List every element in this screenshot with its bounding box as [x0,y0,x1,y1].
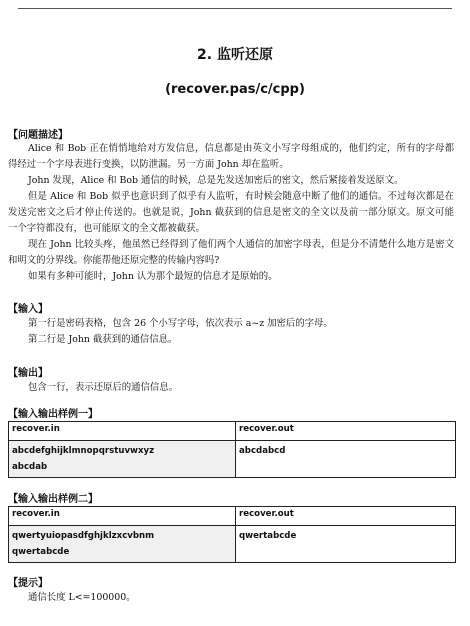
problem-title: 2. 监听还原 [197,47,273,63]
section-input-heading: 【输入】 [8,304,48,315]
sample1-input-line-2: abcdab [12,462,48,472]
sample1-table [8,421,456,478]
section-output-heading: 【输出】 [8,368,48,379]
sample2-input-header: recover.in [9,507,236,526]
section-hint-heading: 【提示】 [8,578,48,589]
header-rule [18,8,452,9]
sample1-input-line-1: abcdefghijklmnopqrstuvwxyz [12,446,155,456]
hint-line: 通信长度 L<=100000。 [28,592,136,603]
sample2-input-line-1: qwertyuiopasdfghjklzxcvbnm [12,531,155,541]
sample2-input-cell [9,526,236,563]
problem-filename: (recover.pas/c/cpp) [165,82,305,97]
sample2-table [8,506,456,563]
input-line-2: 第二行是 John 截获到的通信信息。 [28,334,178,345]
sample1-input-cell [9,441,236,478]
sample2-input-line-2: qwertabcde [12,547,70,557]
sample2-output-cell [236,526,456,563]
sample2-output-header: recover.out [236,507,456,526]
input-line-1: 第一行是密码表格，包含 26 个小写字母，依次表示 a~z 加密后的字母。 [28,318,333,329]
description-paragraph-3: 但是 Alice 和 Bob 似乎也意识到了似乎有人监听，有时候会随意中断了他们的通信。不过每次都是在发送完密文之后才停止传送的。也就是说，John 截获到的信息是密文的全文以及前一部分原文。原文可能一个字符都没有，也可能原文的全文都被截获。 [8,191,454,234]
description-paragraph-5: 如果有多种可能时，John 认为那个最短的信息才是原始的。 [28,271,278,282]
description-paragraph-4: 现在 John 比较头疼，他虽然已经得到了他们两个人通信的加密字母表，但是分不清楚什么地方是密文和明文的分界线。你能帮他还原完整的传输内容吗? [8,239,454,266]
description-paragraph-1: Alice 和 Bob 正在悄悄地给对方发信息，信息都是由英文小写字母组成的，他们约定，所有的字母都得经过一个字母表进行变换，以防泄漏。另一方面 John 却在监听。 [8,143,454,170]
sample2-output-line-1: qwertabcde [239,531,297,541]
sample1-output-line-1: abcdabcd [239,446,286,456]
sample1-output-cell [236,441,456,478]
output-line-1: 包含一行，表示还原后的通信信息。 [28,382,179,393]
sample1-input-header: recover.in [9,422,236,441]
section-sample2-heading: 【输入输出样例二】 [8,494,98,505]
section-description-heading: 【问题描述】 [8,130,68,141]
section-sample1-heading: 【输入输出样例一】 [8,409,98,420]
sample1-output-header: recover.out [236,422,456,441]
description-paragraph-2: John 发现，Alice 和 Bob 通信的时候，总是先发送加密后的密文，然后紧接着发送原文。 [28,175,404,186]
